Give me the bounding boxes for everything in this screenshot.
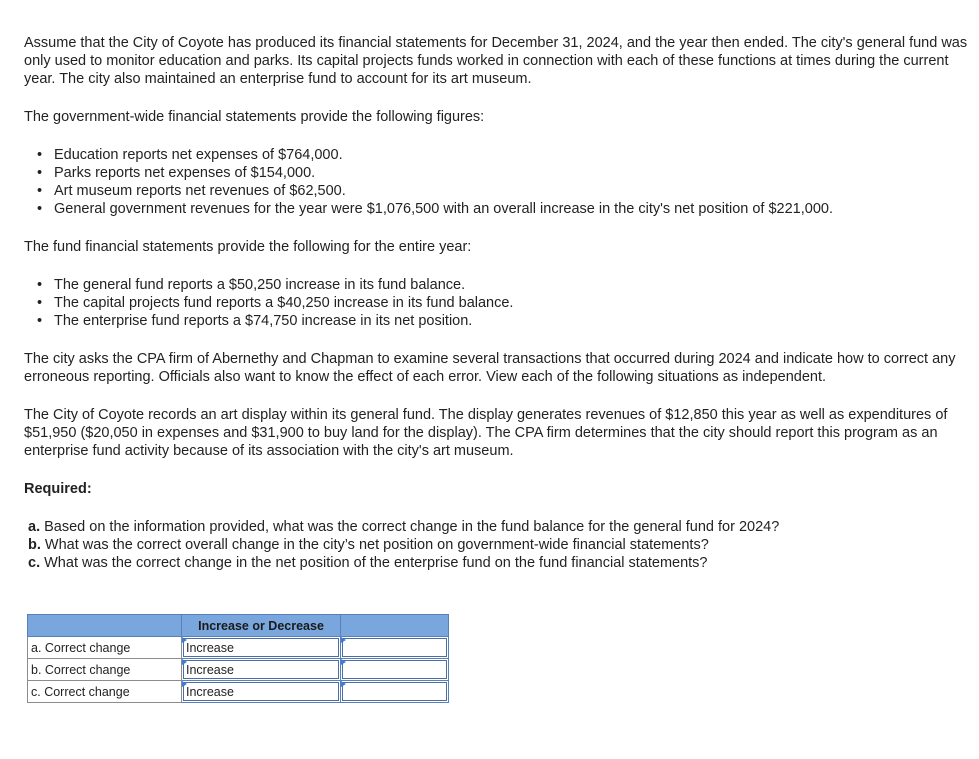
increase-decrease-select-c[interactable] bbox=[182, 681, 341, 703]
list-item: • The enterprise fund reports a $74,750 increase in its net position. bbox=[54, 312, 969, 330]
table-header-row bbox=[28, 615, 449, 637]
list-item: • The general fund reports a $50,250 increase in its fund balance. bbox=[54, 276, 969, 294]
header-amount-cell bbox=[341, 615, 449, 637]
input-indicator-icon bbox=[341, 659, 346, 665]
dropdown-value[interactable]: Increase bbox=[183, 682, 339, 701]
dropdown-indicator-icon bbox=[182, 637, 187, 643]
answer-table bbox=[27, 614, 449, 703]
row-label: c. Correct change bbox=[28, 681, 182, 703]
dropdown-indicator-icon bbox=[182, 659, 187, 665]
header-blank-cell bbox=[28, 615, 182, 637]
problem-text bbox=[24, 34, 969, 596]
required-heading: Required: bbox=[24, 481, 92, 497]
question-b: b. What was the correct overall change in the city’s net position on government-wide financial statements? bbox=[28, 537, 709, 553]
amount-field[interactable] bbox=[342, 660, 447, 679]
fund-lead: The fund financial statements provide the following for the entire year: bbox=[24, 239, 472, 255]
amount-input-a[interactable] bbox=[341, 637, 449, 659]
intro-paragraph: Assume that the City of Coyote has produced its financial statements for December 31, 2024, and the year then ended. The city's general fund was only used to monitor education and parks. Its capital projects funds worked in connection with each of these functions at times during the current year. The city also maintained an enterprise fund to account for its art museum. bbox=[24, 35, 968, 87]
scenario-paragraph: The City of Coyote records an art display within its general fund. The display generates revenues of $12,850 this year as well as expenditures of $51,950 ($20,050 in expenses and $31,900 to buy land for the display). The CPA firm determines that the city should report this program as an enterprise fund activity because of its association with the city's art museum. bbox=[24, 407, 948, 459]
table-row bbox=[28, 681, 449, 703]
input-indicator-icon bbox=[341, 681, 346, 687]
list-item: • The capital projects fund reports a $40,250 increase in its fund balance. bbox=[54, 294, 969, 312]
row-label: b. Correct change bbox=[28, 659, 182, 681]
cpa-request-paragraph: The city asks the CPA firm of Abernethy and Chapman to examine several transactions that occurred during 2024 and indicate how to correct any erroneous reporting. Officials also want to know the effect of each error. View each of the following situations as independent. bbox=[24, 351, 956, 385]
questions-list bbox=[24, 518, 969, 572]
increase-decrease-select-a[interactable] bbox=[182, 637, 341, 659]
question-c: c. What was the correct change in the net position of the enterprise fund on the fund financial statements? bbox=[28, 555, 708, 571]
increase-decrease-select-b[interactable] bbox=[182, 659, 341, 681]
amount-input-b[interactable] bbox=[341, 659, 449, 681]
table-row bbox=[28, 659, 449, 681]
input-indicator-icon bbox=[341, 637, 346, 643]
question-a: a. Based on the information provided, what was the correct change in the fund balance for the general fund for 2024? bbox=[28, 519, 780, 535]
row-label: a. Correct change bbox=[28, 637, 182, 659]
list-item: • Art museum reports net revenues of $62,500. bbox=[54, 182, 969, 200]
amount-input-c[interactable] bbox=[341, 681, 449, 703]
list-item: • Education reports net expenses of $764,000. bbox=[54, 146, 969, 164]
amount-field[interactable] bbox=[342, 682, 447, 701]
header-increase-decrease: Increase or Decrease bbox=[182, 615, 341, 637]
gov-wide-lead: The government-wide financial statements provide the following figures: bbox=[24, 109, 485, 125]
amount-field[interactable] bbox=[342, 638, 447, 657]
list-item: • Parks reports net expenses of $154,000. bbox=[54, 164, 969, 182]
fund-list bbox=[24, 276, 969, 330]
dropdown-indicator-icon bbox=[182, 681, 187, 687]
dropdown-value[interactable]: Increase bbox=[183, 660, 339, 679]
dropdown-value[interactable]: Increase bbox=[183, 638, 339, 657]
gov-wide-list bbox=[24, 146, 969, 218]
table-row bbox=[28, 637, 449, 659]
list-item: • General government revenues for the year were $1,076,500 with an overall increase in the city's net position of $221,000. bbox=[54, 200, 969, 218]
